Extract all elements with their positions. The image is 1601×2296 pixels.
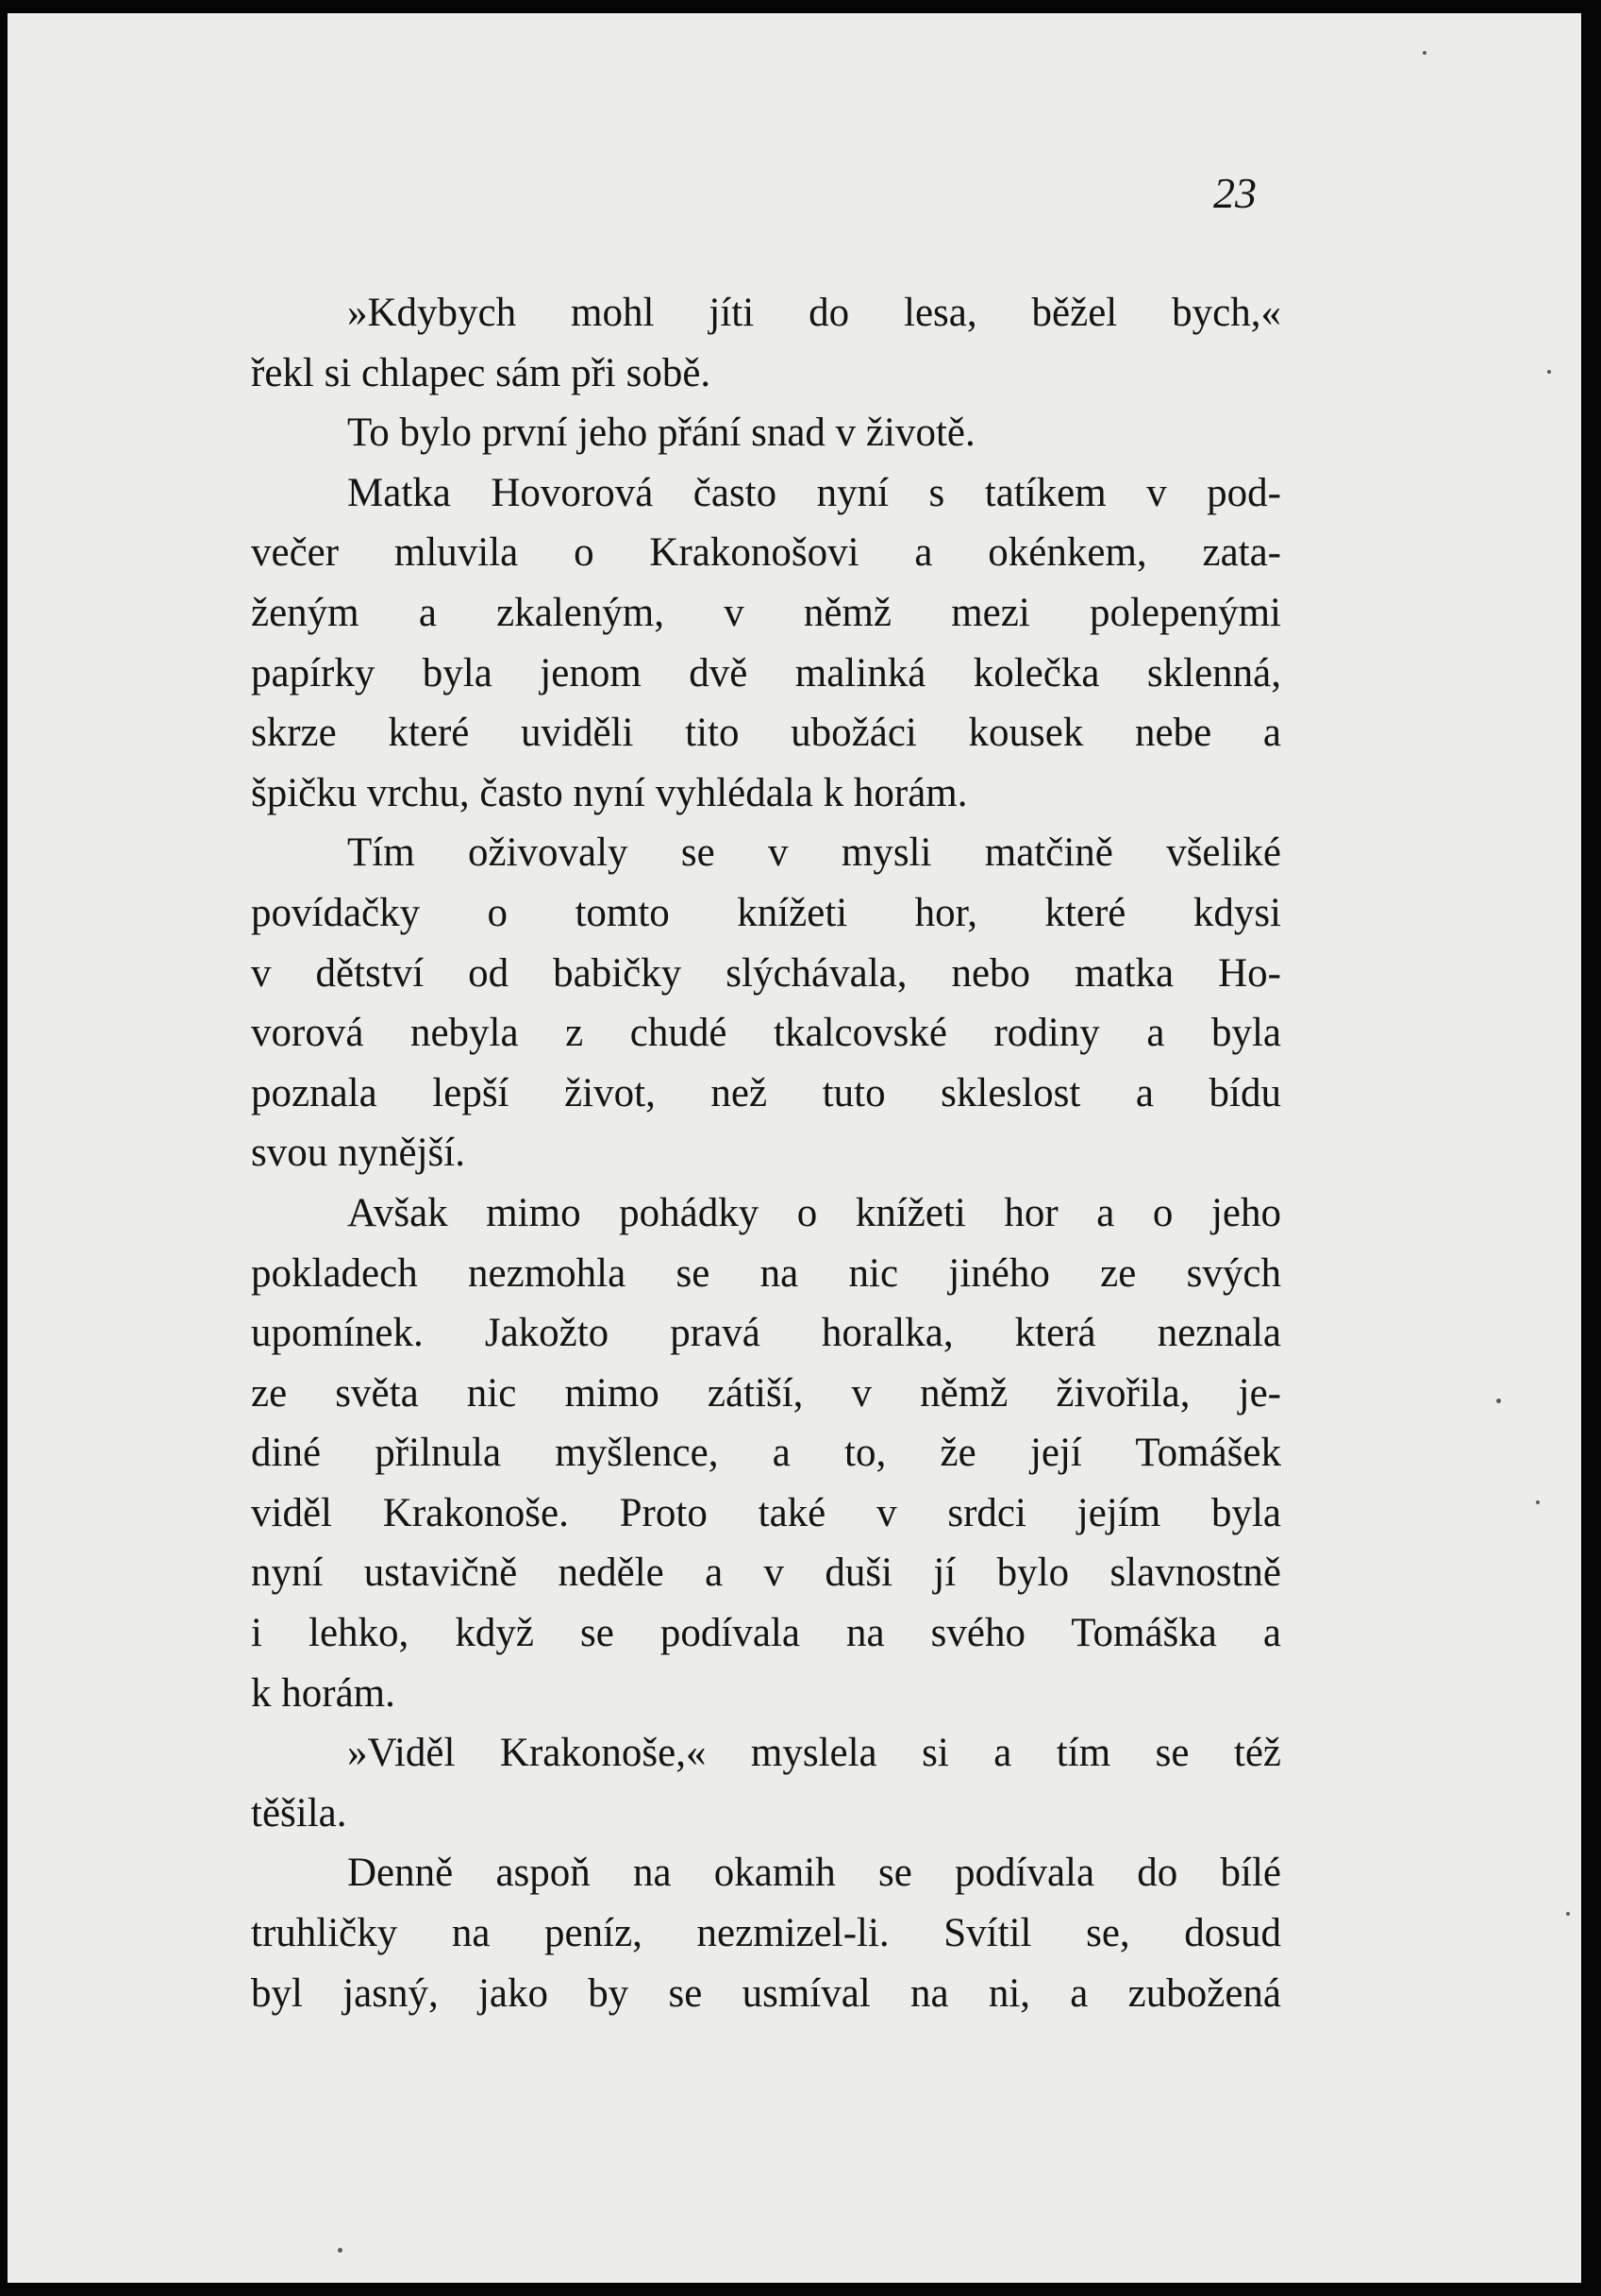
text-line: špičku vrchu, často nyní vyhlédala k horám. xyxy=(251,770,968,815)
text-line: těšila. xyxy=(251,1790,347,1835)
text-line: Matka Hovorová často nyní s tatíkem v pod- xyxy=(347,470,1281,515)
text-line: Avšak mimo pohádky o knížeti hor a o jeho xyxy=(347,1190,1281,1235)
text-line: ženým a zkaleným, v němž mezi polepenými xyxy=(251,590,1281,635)
text-line: upomínek. Jakožto pravá horalka, která neznala xyxy=(251,1311,1281,1356)
text-line: »Viděl Krakonoše,« myslela si a tím se též xyxy=(347,1731,1281,1776)
body-text xyxy=(251,283,1281,2023)
text-line: ze světa nic mimo zátiší, v němž živořila, je- xyxy=(251,1370,1281,1416)
text-line: papírky byla jenom dvě malinká kolečka sklenná, xyxy=(251,650,1281,696)
text-line: viděl Krakonoše. Proto také v srdci jejím byla xyxy=(251,1490,1281,1535)
text-line: k horám. xyxy=(251,1670,395,1716)
text-line: pokladech nezmohla se na nic jiného ze svých xyxy=(251,1250,1281,1296)
text-line: To bylo první jeho přání snad v životě. xyxy=(347,411,976,456)
paper-speck xyxy=(1547,370,1551,374)
text-line: povídačky o tomto knížeti hor, které kdysi xyxy=(251,890,1281,935)
text-line: truhličky na peníz, nezmizel-li. Svítil se, dosud xyxy=(251,1911,1281,1956)
text-line: řekl si chlapec sám při sobě. xyxy=(251,350,711,395)
text-line: večer mluvila o Krakonošovi a okénkem, zata- xyxy=(251,530,1281,576)
text-line: svou nynější. xyxy=(251,1131,465,1176)
text-line: poznala lepší život, než tuto skleslost a bídu xyxy=(251,1070,1281,1115)
paper-speck xyxy=(1566,1912,1570,1916)
text-line: v dětství od babičky slýchávala, nebo matka Ho- xyxy=(251,950,1281,996)
paper-speck xyxy=(1496,1399,1501,1403)
paper-speck xyxy=(1536,1500,1540,1504)
text-line: Denně aspoň na okamih se podívala do bílé xyxy=(347,1851,1281,1896)
text-line: nyní ustavičně neděle a v duši jí bylo slavnostně xyxy=(251,1550,1281,1596)
paper-speck xyxy=(338,2248,342,2253)
text-line: i lehko, když se podívala na svého Tomáška a xyxy=(251,1611,1281,1656)
text-line: vorová nebyla z chudé tkalcovské rodiny a byla xyxy=(251,1011,1281,1056)
paper-speck xyxy=(1423,51,1426,55)
text-line: diné přilnula myšlence, a to, že její Tomášek xyxy=(251,1431,1281,1476)
text-line: »Kdybych mohl jíti do lesa, běžel bych,« xyxy=(347,291,1281,335)
text-line: byl jasný, jako by se usmíval na ni, a zubožená xyxy=(251,1970,1281,2016)
text-line: Tím oživovaly se v mysli matčině všeliké xyxy=(347,830,1281,876)
text-line: skrze které uviděli tito ubožáci kousek nebe a xyxy=(251,711,1281,756)
book-page xyxy=(8,13,1581,2283)
page-number: 23 xyxy=(1213,169,1257,217)
